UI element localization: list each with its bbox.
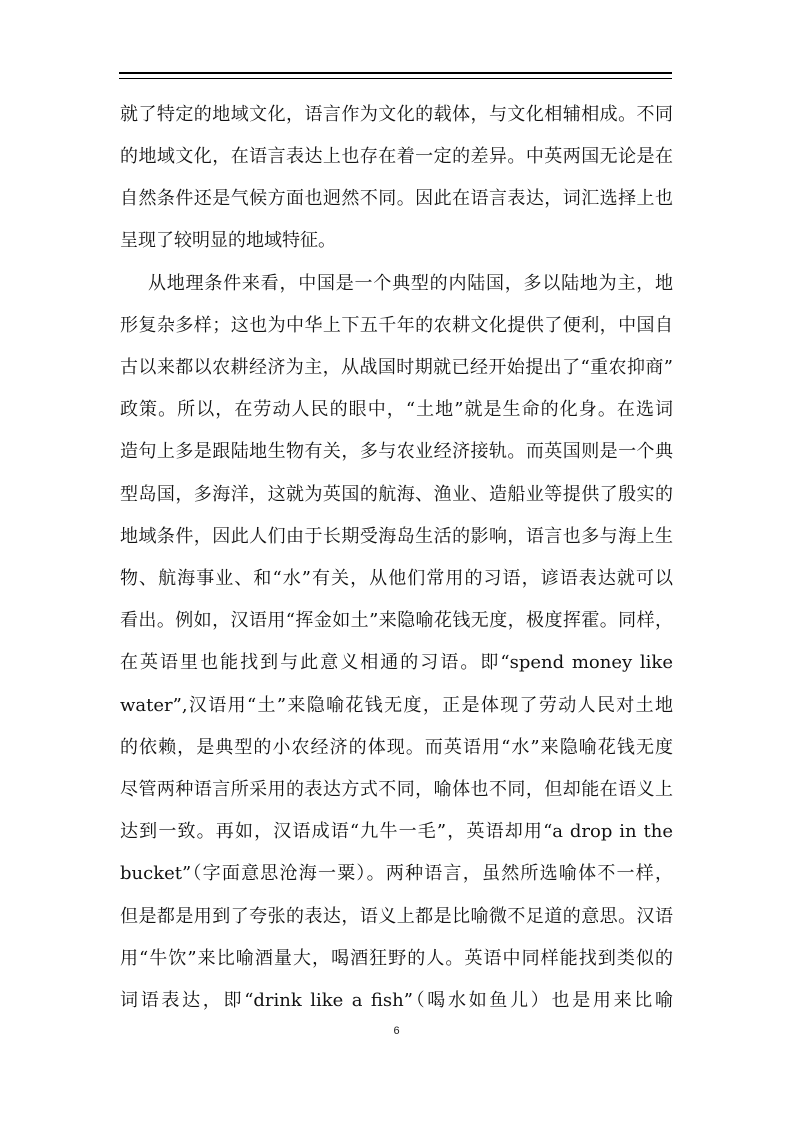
body-line: 达到一致。再如，汉语成语“九牛一毛”，英语却用“a drop in the (120, 821, 673, 842)
body-line: bucket”（字面意思沧海一粟）。两种语言，虽然所选喻体不一样， (120, 863, 673, 884)
body-line: 的地域文化，在语言表达上也存在着一定的差异。中英两国无论是在 (120, 146, 673, 167)
body-line: 的依赖，是典型的小农经济的体现。而英语用“水”来隐喻花钱无度 (120, 737, 673, 758)
body-line: 但是都是用到了夸张的表达，语义上都是比喻微不足道的意思。汉语 (120, 906, 673, 927)
body-line: 形复杂多样；这也为中华上下五千年的农耕文化提供了便利，中国自 (120, 315, 673, 336)
body-line: 物、航海事业、和“水”有关，从他们常用的习语，谚语表达就可以 (120, 568, 673, 589)
body-line: 词语表达，即“drink like a fish”（喝水如鱼儿）也是用来比喻 (120, 990, 673, 1011)
body-line: 古以来都以农耕经济为主，从战国时期就已经开始提出了“重农抑商” (120, 357, 673, 378)
body-line: 政策。所以，在劳动人民的眼中，“土地”就是生命的化身。在选词 (120, 399, 673, 420)
body-line: 型岛国，多海洋，这就为英国的航海、渔业、造船业等提供了殷实的 (120, 484, 673, 505)
header-rule (119, 72, 672, 74)
page-number: 6 (393, 1025, 400, 1037)
body-line: water”,汉语用“土”来隐喻花钱无度，正是体现了劳动人民对土地 (120, 695, 673, 716)
body-line: 地域条件，因此人们由于长期受海岛生活的影响，语言也多与海上生 (120, 526, 673, 547)
header-rule-thin (119, 78, 672, 79)
body-line: 就了特定的地域文化，语言作为文化的载体，与文化相辅相成。不同 (120, 104, 673, 125)
body-line: 看出。例如，汉语用“挥金如土”来隐喻花钱无度，极度挥霍。同样， (120, 610, 673, 631)
body-line: 自然条件还是气候方面也迥然不同。因此在语言表达，词汇选择上也 (120, 188, 673, 209)
body-line: 造句上多是跟陆地生物有关，多与农业经济接轨。而英国则是一个典 (120, 441, 673, 462)
body-line: 用“牛饮”来比喻酒量大，喝酒狂野的人。英语中同样能找到类似的 (120, 948, 673, 969)
body-line: 呈现了较明显的地域特征。 (120, 230, 336, 251)
body-line: 在英语里也能找到与此意义相通的习语。即“spend money like (120, 652, 673, 673)
body-line-indented: 从地理条件来看，中国是一个典型的内陆国，多以陆地为主，地 (148, 273, 673, 294)
body-line: 尽管两种语言所采用的表达方式不同，喻体也不同，但却能在语义上 (120, 779, 673, 800)
